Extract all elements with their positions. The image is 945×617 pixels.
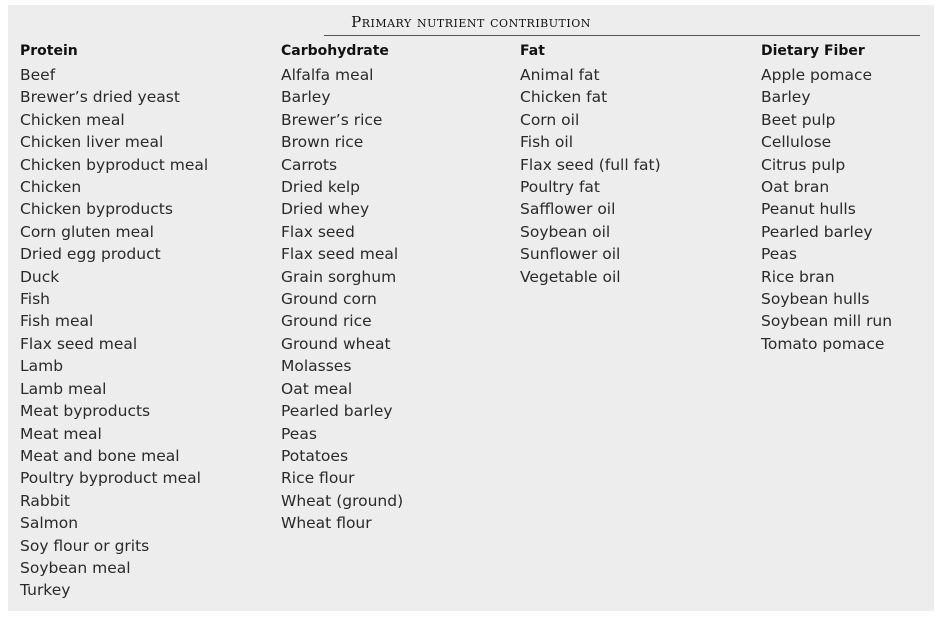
list-item: Animal fat [520, 66, 600, 84]
column-fat [520, 43, 661, 288]
list-item: Cellulose [761, 133, 832, 152]
table-title: Primary nutrient contribution [351, 13, 591, 31]
list-item: Barley [761, 88, 811, 107]
column-carbohydrate [281, 43, 403, 535]
list-item: Flax seed [281, 222, 355, 241]
list-item: Turkey [20, 581, 71, 600]
list-item: Barley [281, 88, 331, 107]
column-list-dietary-fiber [761, 64, 892, 355]
list-item: Alfalfa meal [281, 66, 374, 84]
list-item: Rice flour [281, 469, 355, 488]
list-item: Ground corn [281, 290, 377, 309]
title-divider [324, 35, 920, 36]
column-list-protein [20, 64, 208, 602]
list-item: Duck [20, 267, 60, 286]
column-header-fat: Fat [520, 43, 545, 59]
list-item: Oat meal [281, 379, 353, 398]
column-header-carbohydrate: Carbohydrate [281, 43, 389, 59]
list-item: Meat and bone meal [20, 446, 180, 465]
list-item: Ground rice [281, 312, 372, 331]
list-item: Chicken byproducts [20, 200, 173, 219]
list-item: Pearled barley [761, 222, 873, 241]
list-item: Peanut hulls [761, 200, 856, 219]
list-item: Oat bran [761, 178, 830, 197]
list-item: Lamb [20, 357, 64, 376]
list-item: Salmon [20, 514, 79, 533]
list-item: Flax seed meal [281, 245, 399, 264]
list-item: Soy flour or grits [20, 536, 150, 555]
list-item: Molasses [281, 357, 352, 376]
list-item: Safflower oil [520, 200, 616, 219]
list-item: Wheat (ground) [281, 491, 404, 510]
list-item: Tomato pomace [761, 334, 885, 353]
list-item: Flax seed (full fat) [520, 155, 661, 174]
column-protein [20, 43, 208, 602]
list-item: Apple pomace [761, 66, 873, 84]
list-item: Flax seed meal [20, 334, 138, 353]
list-item: Dried egg product [20, 245, 161, 264]
list-item: Chicken meal [20, 110, 125, 129]
column-header-protein: Protein [20, 43, 78, 59]
list-item: Soybean meal [20, 558, 131, 577]
column-list-fat [520, 64, 661, 288]
list-item: Soybean mill run [761, 312, 893, 331]
list-item: Corn oil [520, 110, 580, 129]
list-item: Pearled barley [281, 402, 393, 421]
list-item: Chicken fat [520, 88, 608, 107]
list-item: Fish meal [20, 312, 94, 331]
list-item: Peas [761, 245, 797, 264]
list-item: Ground wheat [281, 334, 391, 353]
column-list-carbohydrate [281, 64, 403, 535]
list-item: Chicken [20, 178, 82, 197]
nutrient-table [8, 5, 934, 611]
list-item: Poultry fat [520, 178, 600, 197]
list-item: Rice bran [761, 267, 835, 286]
list-item: Corn gluten meal [20, 222, 154, 241]
list-item: Chicken byproduct meal [20, 155, 209, 174]
list-item: Fish oil [520, 133, 574, 152]
list-item: Fish [20, 290, 50, 309]
list-item: Rabbit [20, 491, 70, 510]
column-dietary-fiber [761, 43, 892, 355]
list-item: Poultry byproduct meal [20, 469, 201, 488]
list-item: Peas [281, 424, 317, 443]
list-item: Brewer’s dried yeast [20, 88, 180, 107]
list-item: Brown rice [281, 133, 364, 152]
list-item: Wheat flour [281, 514, 372, 533]
list-item: Sunflower oil [520, 245, 621, 264]
list-item: Meat meal [20, 424, 102, 443]
list-item: Soybean oil [520, 222, 611, 241]
list-item: Grain sorghum [281, 267, 397, 286]
list-item: Dried kelp [281, 178, 361, 197]
list-item: Beef [20, 66, 56, 84]
list-item: Carrots [281, 155, 338, 174]
list-item: Citrus pulp [761, 155, 846, 174]
list-item: Dried whey [281, 200, 370, 219]
list-item: Brewer’s rice [281, 110, 383, 129]
list-item: Beet pulp [761, 110, 836, 129]
list-item: Chicken liver meal [20, 133, 164, 152]
column-header-dietary-fiber: Dietary Fiber [761, 43, 865, 59]
list-item: Soybean hulls [761, 290, 870, 309]
list-item: Meat byproducts [20, 402, 151, 421]
list-item: Potatoes [281, 446, 349, 465]
list-item: Lamb meal [20, 379, 107, 398]
list-item: Vegetable oil [520, 267, 621, 286]
